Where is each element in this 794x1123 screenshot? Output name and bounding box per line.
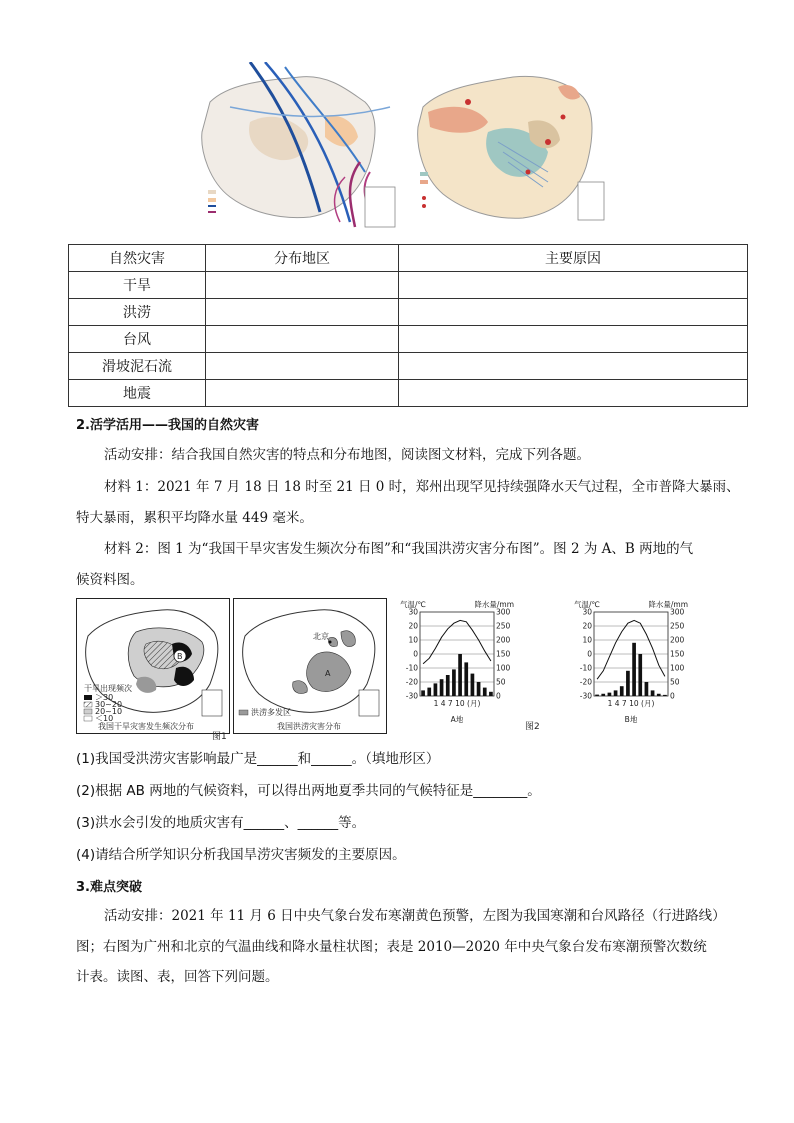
section3-line2: 图；右图为广州和北京的气温曲线和降水量柱状图；表是 2010—2020 年中央气象台发布寒潮预警次数统 (76, 939, 707, 955)
table-row (69, 326, 748, 353)
precip-tick-label: 100 (670, 663, 685, 673)
precip-tick-label: 300 (496, 607, 511, 617)
section2-title: 2.活学活用——我国的自然灾害 (76, 418, 259, 433)
disaster-name: 地震 (69, 380, 206, 407)
precip-bar (620, 686, 624, 696)
precip-tick-label: 150 (496, 649, 511, 659)
precip-tick-label: 0 (496, 691, 501, 701)
precip-bar (440, 679, 444, 696)
flood-map-marker-a: A (325, 669, 331, 678)
question-1: (1)我国受洪涝灾害影响最广是______和______。（填地形区） (76, 751, 440, 767)
drought-legend-item-2: 30~20 (95, 700, 123, 709)
precip-bar (489, 692, 493, 696)
temp-tick-label: 0 (587, 649, 592, 659)
precip-axis-label: 降水量/mm (648, 600, 688, 609)
precip-bar (458, 654, 462, 696)
section2-activity: 活动安排：结合我国自然灾害的特点和分布地图，阅读图文材料，完成下列各题。 (104, 447, 590, 463)
reason-cell[interactable] (399, 353, 748, 380)
precip-bar (614, 690, 618, 696)
precip-bar (601, 694, 605, 696)
temp-tick-label: -10 (405, 663, 418, 673)
disaster-name: 台风 (69, 326, 206, 353)
precip-bar (471, 674, 475, 696)
header-reason: 主要原因 (399, 245, 748, 272)
temperature-line (597, 620, 665, 679)
precip-bar (464, 662, 468, 696)
month-axis-label: 1 4 7 10 (月) (607, 699, 655, 708)
question-2: (2)根据 AB 两地的气候资料，可以得出两地夏季共同的气候特征是________。 (76, 783, 541, 799)
precip-tick-label: 250 (670, 621, 685, 631)
flood-legend: 洪涝多发区 (251, 708, 291, 717)
drought-legend-title: 干旱出现频次 (84, 684, 132, 693)
precip-tick-label: 50 (670, 677, 680, 687)
precip-tick-label: 250 (496, 621, 511, 631)
region-cell[interactable] (206, 353, 399, 380)
section3-line1: 活动安排：2021 年 11 月 6 日中央气象台发布寒潮黄色预警，左图为我国寒潮和台风路径（行进路线） (104, 908, 726, 924)
temp-axis-label: 气温/℃ (400, 600, 426, 609)
precip-bar (657, 694, 661, 696)
temp-tick-label: -20 (579, 677, 592, 687)
precip-bar (434, 683, 438, 696)
temp-tick-label: -30 (405, 691, 418, 701)
drought-map-marker-b: B (177, 652, 183, 661)
temp-tick-label: 10 (408, 635, 418, 645)
precip-tick-label: 50 (496, 677, 506, 687)
precip-bar (483, 688, 487, 696)
precip-bar (626, 671, 630, 696)
temp-tick-label: 30 (582, 607, 592, 617)
region-cell[interactable] (206, 272, 399, 299)
precip-tick-label: 200 (670, 635, 685, 645)
region-cell[interactable] (206, 326, 399, 353)
header-region: 分布地区 (206, 245, 399, 272)
precip-bar (663, 695, 667, 696)
temp-tick-label: 20 (408, 621, 418, 631)
material1-line1: 材料 1：2021 年 7 月 18 日 18 时至 21 日 0 时，郑州出现罕见持续强降水天气过程，全市普降大暴雨、 (104, 479, 740, 495)
figure2-caption: 图2 (525, 722, 540, 732)
precip-bar (645, 682, 649, 696)
temp-tick-label: 30 (408, 607, 418, 617)
temp-tick-label: -10 (579, 663, 592, 673)
precip-bar (477, 682, 481, 696)
reason-cell[interactable] (399, 326, 748, 353)
precip-tick-label: 150 (670, 649, 685, 659)
disaster-table (68, 244, 748, 407)
drought-map-title: 我国干旱灾害发生频次分布 (98, 722, 194, 731)
reason-cell[interactable] (399, 380, 748, 407)
precip-bar (632, 643, 636, 696)
temp-tick-label: 20 (582, 621, 592, 631)
question-3: (3)洪水会引发的地质灾害有______、______等。 (76, 815, 366, 831)
material1-line2: 特大暴雨，累积平均降水量 449 毫米。 (76, 510, 313, 526)
precip-tick-label: 0 (670, 691, 675, 701)
precip-bar (608, 693, 612, 696)
climate-chart-a (398, 598, 516, 730)
precip-tick-label: 100 (496, 663, 511, 673)
place-label: B地 (624, 715, 638, 724)
disaster-name: 干旱 (69, 272, 206, 299)
month-axis-label: 1 4 7 10 (月) (433, 699, 481, 708)
disaster-distribution-map (408, 62, 608, 232)
table-row (69, 299, 748, 326)
precip-axis-label: 降水量/mm (474, 600, 514, 609)
drought-legend-item-3: 20~10 (95, 707, 123, 716)
precip-bar (595, 695, 599, 696)
temp-tick-label: 0 (413, 649, 418, 659)
flood-map-beijing: 北京 (313, 632, 329, 641)
reason-cell[interactable] (399, 272, 748, 299)
material2-line2: 候资料图。 (76, 572, 144, 588)
precip-tick-label: 300 (670, 607, 685, 617)
figure1-flood-map (233, 598, 387, 734)
drought-legend-item-1: ＞30 (95, 693, 114, 702)
climate-chart-b (572, 598, 690, 730)
cold-wave-typhoon-route-map (190, 62, 400, 232)
temp-tick-label: 10 (582, 635, 592, 645)
precip-bar (427, 688, 431, 696)
question-4: (4)请结合所学知识分析我国旱涝灾害频发的主要原因。 (76, 847, 406, 863)
disaster-name: 洪涝 (69, 299, 206, 326)
place-label: A地 (450, 715, 464, 724)
temp-tick-label: -30 (579, 691, 592, 701)
precip-bar (452, 669, 456, 696)
table-row (69, 380, 748, 407)
flood-map-title: 我国洪涝灾害分布 (277, 722, 341, 731)
figure1-drought-map (76, 598, 230, 734)
table-row (69, 272, 748, 299)
precip-tick-label: 200 (496, 635, 511, 645)
disaster-name: 滑坡泥石流 (69, 353, 206, 380)
precip-bar (651, 690, 655, 696)
reason-cell[interactable] (399, 299, 748, 326)
header-disaster: 自然灾害 (69, 245, 206, 272)
temperature-line (423, 620, 491, 663)
table-header-row (69, 245, 748, 272)
precip-bar (446, 675, 450, 696)
region-cell[interactable] (206, 299, 399, 326)
precip-bar (421, 690, 425, 696)
material2-line1: 材料 2：图 1 为“我国干旱灾害发生频次分布图”和“我国洪涝灾害分布图”。图 2 为 A、B 两地的气 (104, 541, 694, 557)
temp-axis-label: 气温/℃ (574, 600, 600, 609)
table-row (69, 353, 748, 380)
precip-bar (638, 654, 642, 696)
section3-line3: 计表。读图、表，回答下列问题。 (76, 969, 279, 985)
figure1-caption: 图1 (212, 732, 227, 742)
drought-legend-item-4: ＜10 (95, 714, 114, 723)
temp-tick-label: -20 (405, 677, 418, 687)
region-cell[interactable] (206, 380, 399, 407)
section3-title: 3.难点突破 (76, 880, 142, 895)
